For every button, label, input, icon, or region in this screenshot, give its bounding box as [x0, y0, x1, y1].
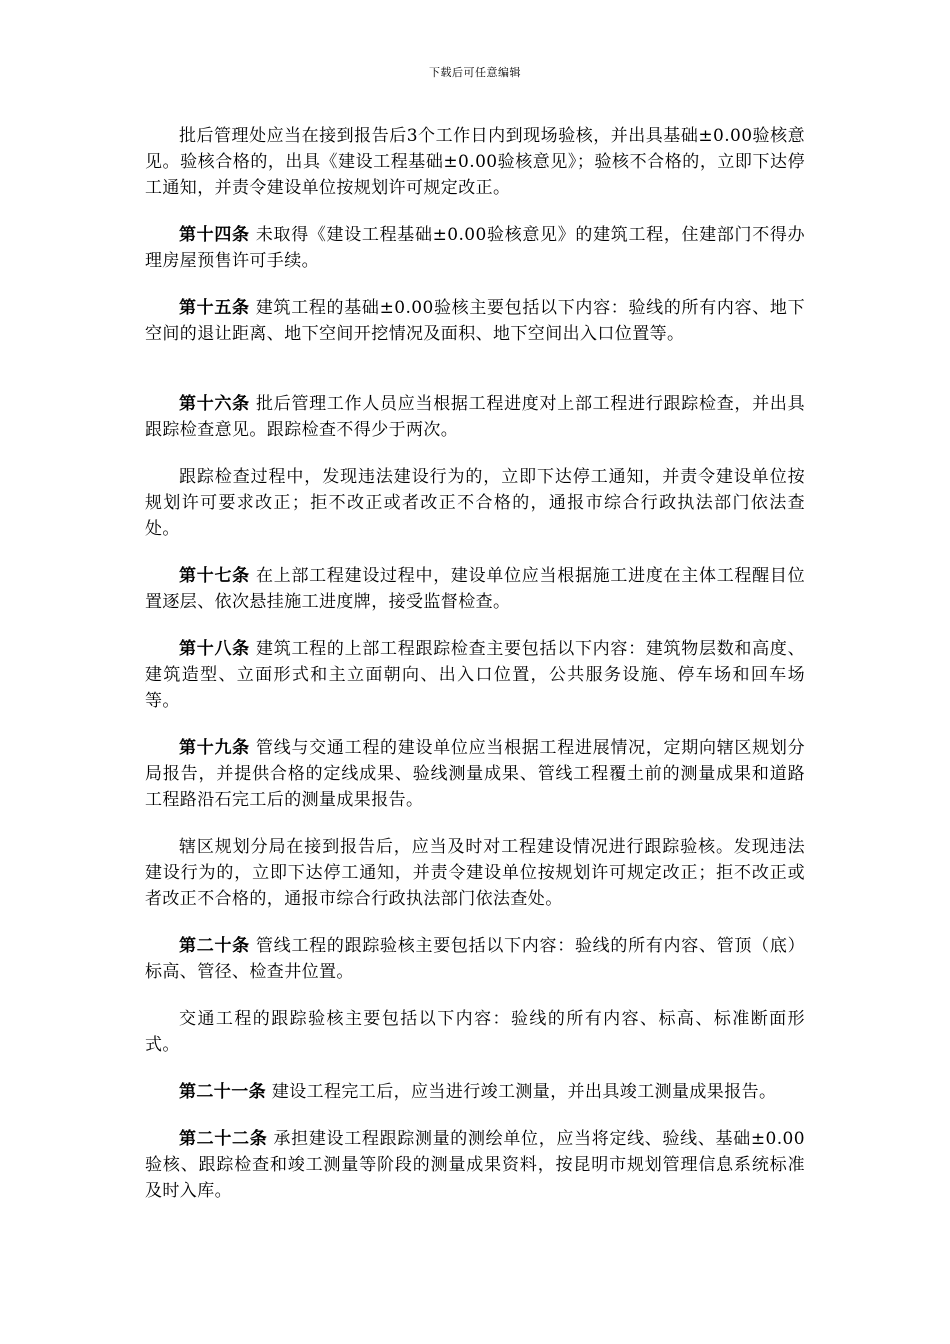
article-number: 第二十条: [179, 936, 250, 956]
article-number: 第十四条: [179, 225, 250, 245]
article-number: 第十七条: [179, 566, 250, 586]
paragraph-text: 管线与交通工程的建设单位应当根据工程进展情况，定期向辖区规划分局报告，并提供合格的定线成果、验线测量成果、管线工程覆土前的测量成果和道路工程路沿石完工后的测量成果报告。: [145, 738, 805, 810]
paragraph-text: 在上部工程建设过程中，建设单位应当根据施工进度在主体工程醒目位置逐层、依次悬挂施工进度牌，接受监督检查。: [145, 566, 805, 612]
paragraph-article-21: [145, 1079, 805, 1105]
paragraph-article-19: [145, 735, 805, 813]
paragraph-article-17: [145, 563, 805, 615]
article-number: 第十六条: [179, 394, 250, 414]
paragraph-1: [145, 123, 805, 201]
paragraph-11: [145, 1006, 805, 1058]
paragraph-text: 辖区规划分局在接到报告后，应当及时对工程建设情况进行跟踪验核。发现违法建设行为的，立即下达停工通知，并责令建设单位按规划许可规定改正；拒不改正或者改正不合格的，通报市综合行政执法部门依法查处。: [145, 837, 805, 909]
paragraph-article-16: [145, 391, 805, 443]
paragraph-text: 建筑工程的上部工程跟踪检查主要包括以下内容：建筑物层数和高度、建筑造型、立面形式和主立面朝向、出入口位置，公共服务设施、停车场和回车场等。: [145, 639, 805, 711]
paragraph-text: 批后管理处应当在接到报告后3个工作日内到现场验核，并出具基础±0.00验核意见。验核合格的，出具《建设工程基础±0.00验核意见》；验核不合格的，立即下达停工通知，并责令建设单位按规划许可规定改正。: [145, 126, 805, 198]
paragraph-article-22: [145, 1126, 805, 1204]
paragraph-text: 跟踪检查过程中，发现违法建设行为的，立即下达停工通知，并责令建设单位按规划许可要求改正；拒不改正或者改正不合格的，通报市综合行政执法部门依法查处。: [145, 467, 805, 539]
paragraph-text: 建设工程完工后，应当进行竣工测量，并出具竣工测量成果报告。: [271, 1082, 777, 1102]
article-number: 第二十一条: [179, 1082, 266, 1102]
paragraph-text: 批后管理工作人员应当根据工程进度对上部工程进行跟踪检查，并出具跟踪检查意见。跟踪检查不得少于两次。: [145, 394, 805, 440]
article-number: 第十八条: [179, 639, 250, 659]
paragraph-article-15: [145, 295, 805, 347]
paragraph-article-20: [145, 933, 805, 985]
paragraph-text: 未取得《建设工程基础±0.00验核意见》的建筑工程，住建部门不得办理房屋预售许可手续。: [145, 225, 805, 271]
paragraph-text: 管线工程的跟踪验核主要包括以下内容：验线的所有内容、管顶（底）标高、管径、检查井位置。: [145, 936, 805, 982]
header-note: 下载后可任意编辑: [429, 66, 521, 79]
article-number: 第十九条: [179, 738, 250, 758]
paragraph-article-18: [145, 636, 805, 714]
paragraph-text: 承担建设工程跟踪测量的测绘单位，应当将定线、验线、基础±0.00验核、跟踪检查和竣工测量等阶段的测量成果资料，按昆明市规划管理信息系统标准及时入库。: [145, 1129, 805, 1201]
paragraph-article-14: [145, 222, 805, 274]
paragraph-text: 建筑工程的基础±0.00验核主要包括以下内容：验线的所有内容、地下空间的退让距离、地下空间开挖情况及面积、地下空间出入口位置等。: [145, 298, 805, 344]
article-number: 第十五条: [179, 298, 250, 318]
paragraph-9: [145, 834, 805, 912]
article-number: 第二十二条: [179, 1129, 268, 1149]
document-body: [145, 123, 805, 1225]
paragraph-text: 交通工程的跟踪验核主要包括以下内容：验线的所有内容、标高、标准断面形式。: [145, 1009, 805, 1055]
paragraph-5: [145, 464, 805, 542]
